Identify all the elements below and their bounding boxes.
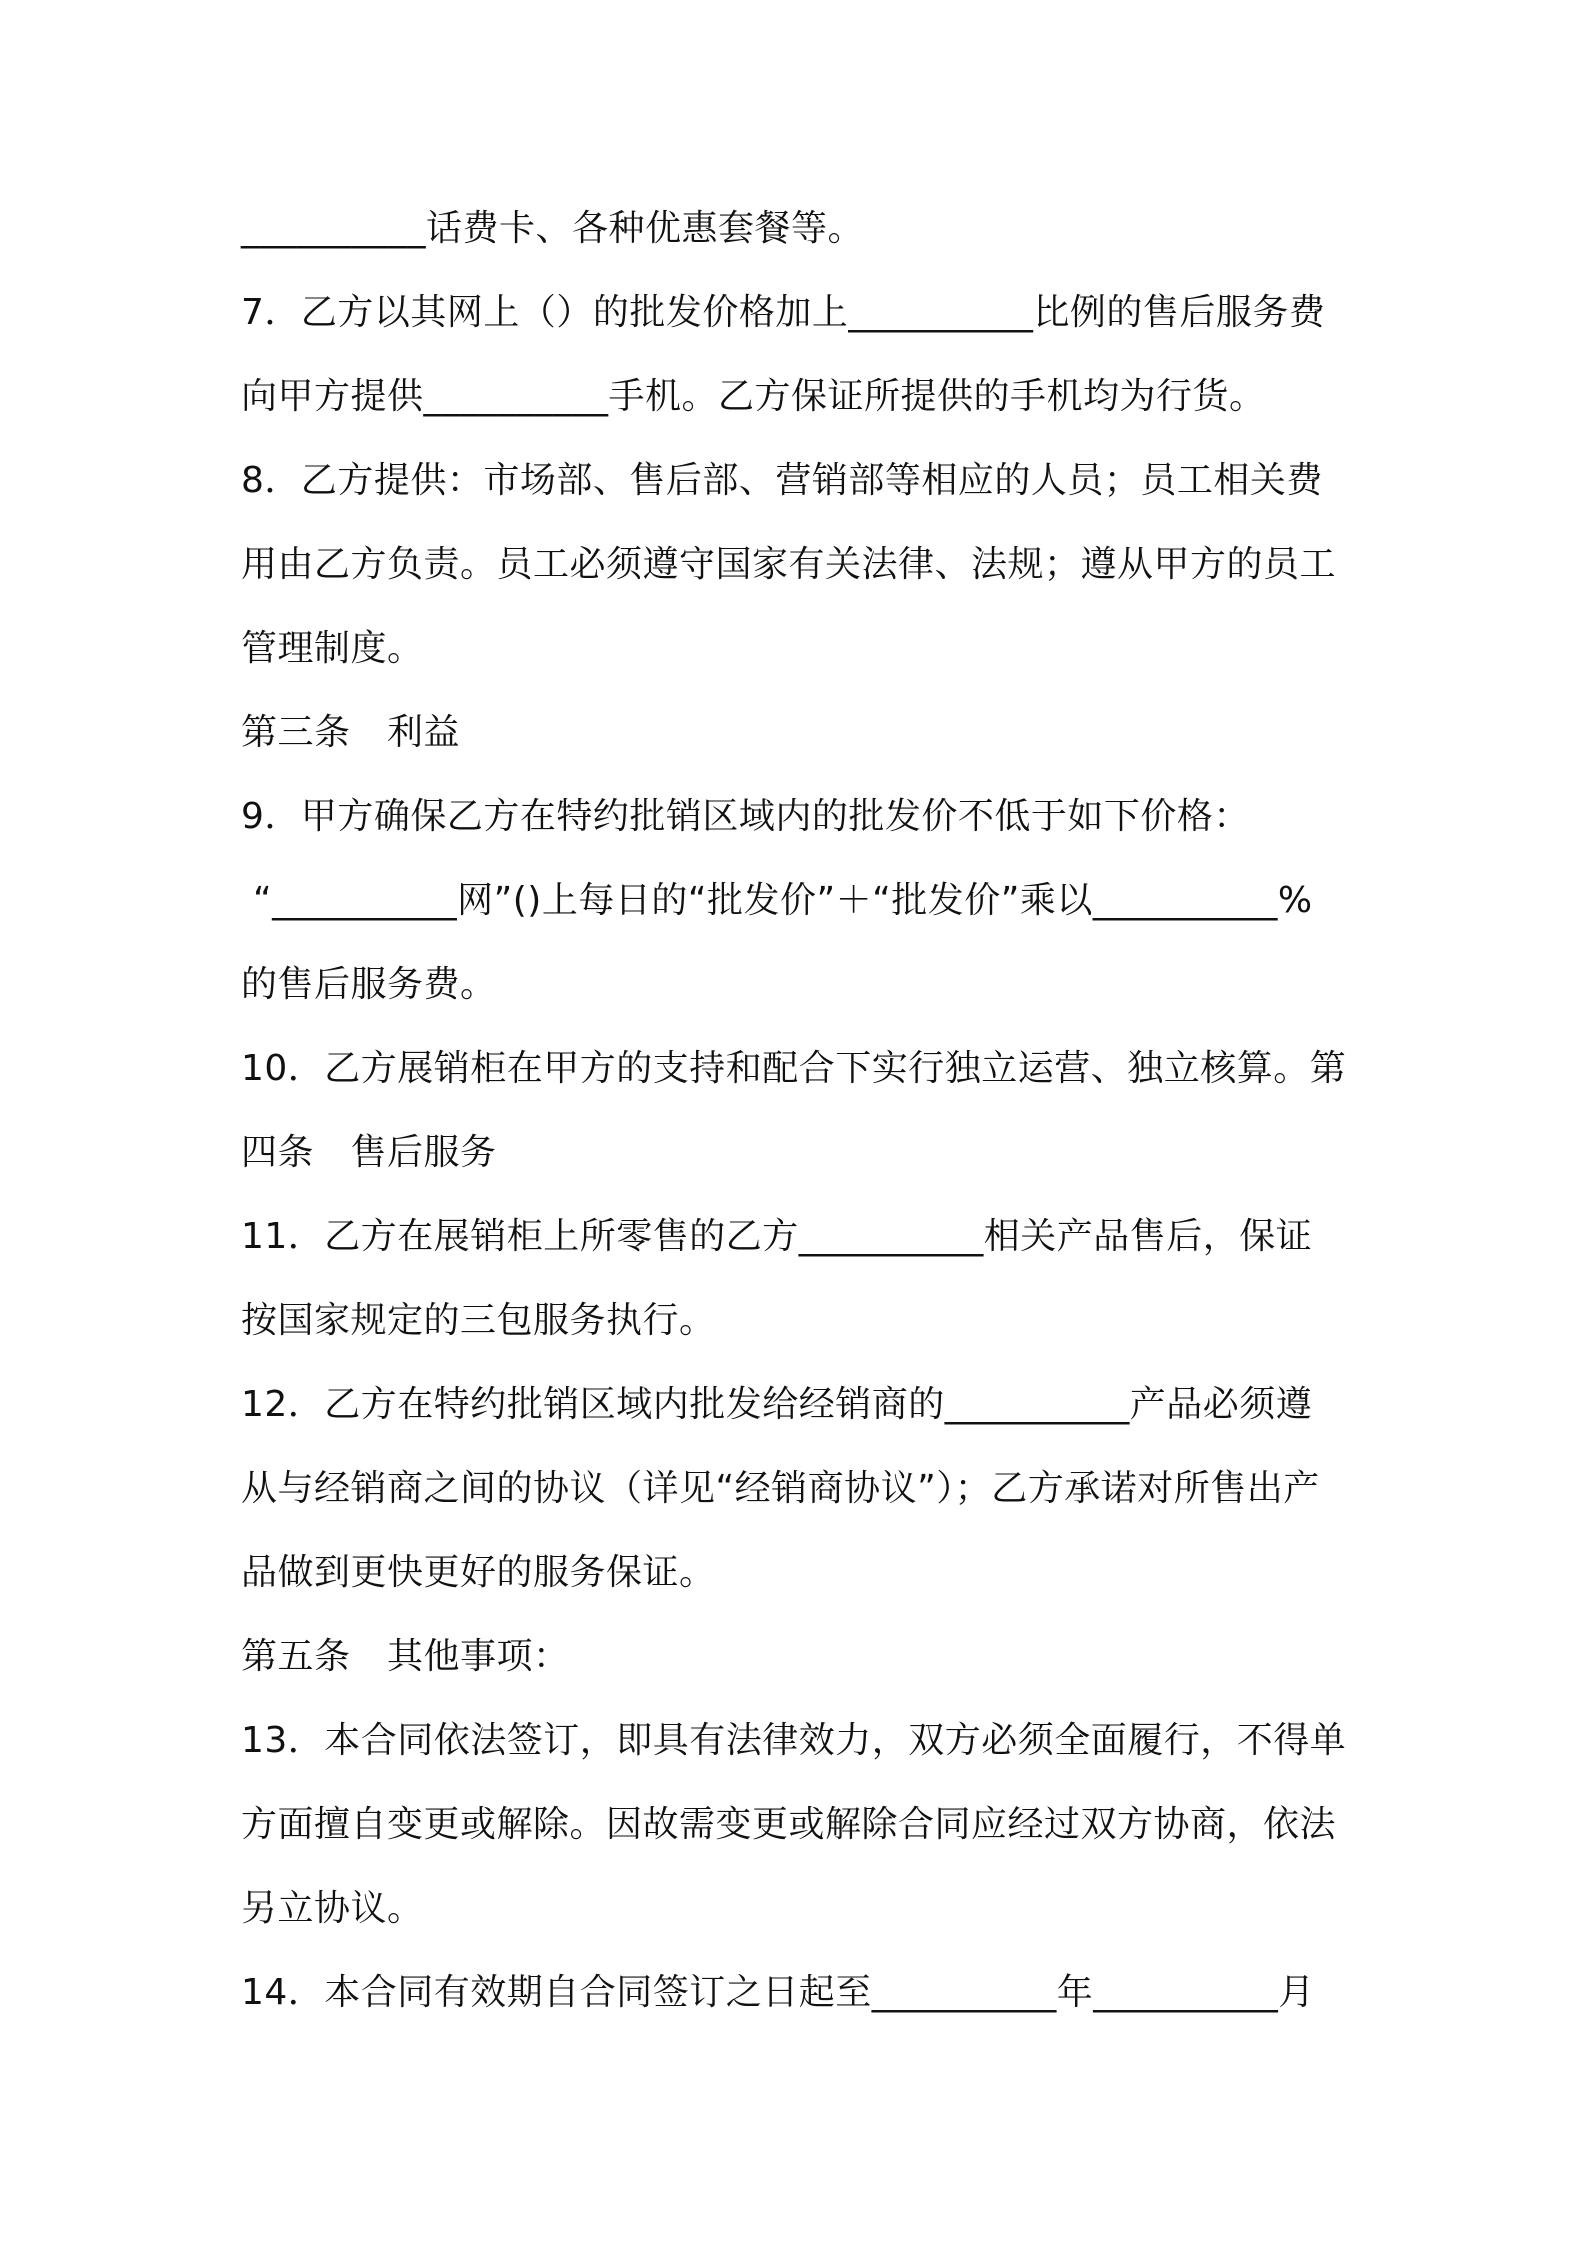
clause-10-line-1: 10．乙方展销柜在甲方的支持和配合下实行独立运营、独立核算。第	[241, 1048, 1347, 1089]
article-3-heading: 第三条 利益	[241, 712, 461, 753]
clause-14-line-1: 14．本合同有效期自合同签订之日起至__________年__________月	[241, 1972, 1315, 2013]
clause-12-line-2: 从与经销商之间的协议（详见“经销商协议”）；乙方承诺对所售出产	[241, 1468, 1320, 1509]
clause-8-line-1: 8．乙方提供：市场部、售后部、营销部等相应的人员；员工相关费	[241, 460, 1323, 501]
clause-12-line-3: 品做到更快更好的服务保证。	[241, 1552, 716, 1593]
clause-12-line-1: 12．乙方在特约批销区域内批发给经销商的__________产品必须遵	[241, 1384, 1313, 1425]
clause-13-line-2: 方面擅自变更或解除。因故需变更或解除合同应经过双方协商，依法	[241, 1804, 1337, 1845]
text-line-1: __________话费卡、各种优惠套餐等。	[241, 208, 865, 249]
clause-13-line-1: 13．本合同依法签订，即具有法律效力，双方必须全面履行，不得单	[241, 1720, 1347, 1761]
clause-8-line-2: 用由乙方负责。员工必须遵守国家有关法律、法规；遵从甲方的员工	[241, 544, 1337, 585]
clause-8-line-3: 管理制度。	[241, 628, 424, 669]
clause-7-line-2: 向甲方提供__________手机。乙方保证所提供的手机均为行货。	[241, 376, 1266, 417]
clause-11-line-1: 11．乙方在展销柜上所零售的乙方__________相关产品售后，保证	[241, 1216, 1313, 1257]
clause-9-line-1: 9．甲方确保乙方在特约批销区域内的批发价不低于如下价格：	[241, 796, 1250, 837]
clause-11-line-2: 按国家规定的三包服务执行。	[241, 1300, 716, 1341]
clause-7-line-1: 7．乙方以其网上（）的批发价格加上__________比例的售后服务费	[241, 292, 1326, 333]
clause-9-line-2: “__________网”()上每日的“批发价”＋“批发价”乘以__________%	[241, 880, 1313, 921]
article-4-heading: 四条 售后服务	[241, 1132, 497, 1173]
clause-9-line-3: 的售后服务费。	[241, 964, 497, 1005]
article-5-heading: 第五条 其他事项：	[241, 1636, 570, 1677]
clause-13-line-3: 另立协议。	[241, 1888, 424, 1929]
